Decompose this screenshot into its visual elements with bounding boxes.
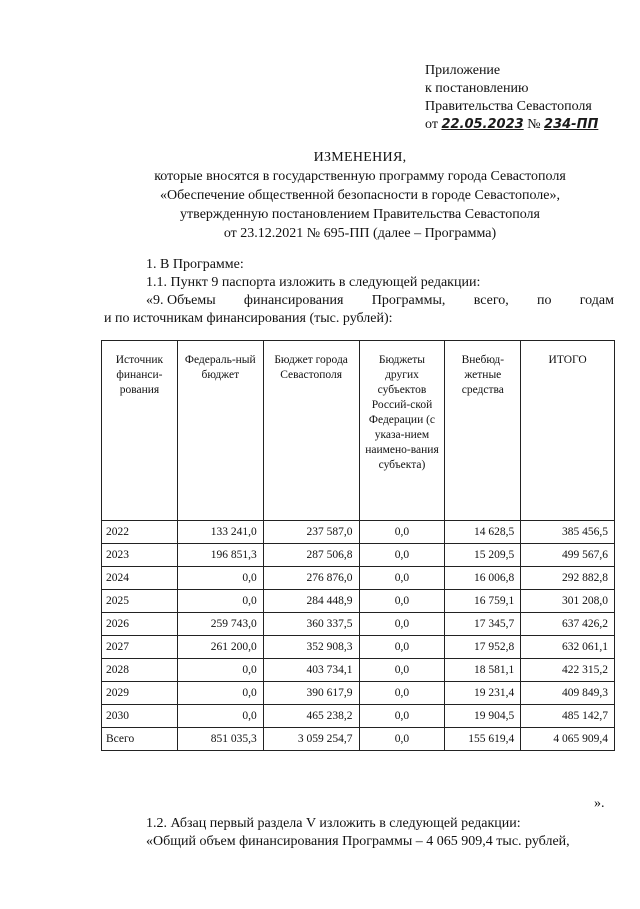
table-row [102, 705, 615, 728]
body-continuation [104, 815, 614, 851]
word: по [537, 293, 552, 308]
word: годам [579, 293, 614, 308]
header-federal: Федераль-ный бюджет [177, 341, 263, 521]
federal-cell: 133 241,0 [177, 521, 263, 544]
total-cell: 422 315,2 [521, 659, 615, 682]
year-cell: 2028 [102, 659, 178, 682]
other-cell: 0,0 [359, 659, 445, 682]
federal-cell: 0,0 [177, 590, 263, 613]
extrabudget-cell: 16 006,8 [445, 567, 521, 590]
word: «9. Объемы [146, 293, 216, 308]
federal-cell: 0,0 [177, 659, 263, 682]
total-cell: 409 849,3 [521, 682, 615, 705]
handwritten-number: 234-ПП [544, 117, 599, 132]
city-cell: 276 876,0 [263, 567, 359, 590]
table-row [102, 544, 615, 567]
extrabudget-cell: 16 759,1 [445, 590, 521, 613]
extrabudget-cell: 14 628,5 [445, 521, 521, 544]
title-heading: ИЗМЕНЕНИЯ, [313, 150, 407, 165]
header-other-subjects: Бюджеты других субъектов Россий-ской Федерации (с указа-нием наимено-вания субъекта) [359, 341, 445, 521]
title-line: утвержденную постановлением Правительства Севастополя [180, 207, 540, 222]
word: финансирования [243, 293, 344, 308]
total-cell: 301 208,0 [521, 590, 615, 613]
extrabudget-cell: 17 952,8 [445, 636, 521, 659]
number-prefix: № [527, 117, 541, 132]
year-cell: 2030 [102, 705, 178, 728]
federal-cell: 0,0 [177, 705, 263, 728]
total-cell: 4 065 909,4 [521, 728, 615, 751]
handwritten-date: 22.05.2023 [441, 117, 524, 132]
table-row [102, 613, 615, 636]
extrabudget-cell: 18 581,1 [445, 659, 521, 682]
table-total-row [102, 728, 615, 751]
federal-cell: 0,0 [177, 567, 263, 590]
body-intro [104, 256, 614, 328]
title-line: которые вносятся в государственную программу города Севастополя [154, 169, 566, 184]
total-label-cell: Всего [102, 728, 178, 751]
other-cell: 0,0 [359, 544, 445, 567]
other-cell: 0,0 [359, 705, 445, 728]
year-cell: 2027 [102, 636, 178, 659]
paragraph: 1. В Программе: [146, 257, 244, 272]
title-line: «Обеспечение общественной безопасности в городе Севастополе», [160, 188, 560, 203]
federal-cell: 0,0 [177, 682, 263, 705]
total-cell: 485 142,7 [521, 705, 615, 728]
federal-cell: 851 035,3 [177, 728, 263, 751]
other-cell: 0,0 [359, 728, 445, 751]
city-cell: 284 448,9 [263, 590, 359, 613]
city-cell: 360 337,5 [263, 613, 359, 636]
federal-cell: 196 851,3 [177, 544, 263, 567]
header-total: ИТОГО [521, 341, 615, 521]
total-cell: 637 426,2 [521, 613, 615, 636]
city-cell: 3 059 254,7 [263, 728, 359, 751]
table-row [102, 636, 615, 659]
paragraph: 1.1. Пункт 9 паспорта изложить в следующей редакции: [146, 275, 481, 290]
extrabudget-cell: 15 209,5 [445, 544, 521, 567]
city-cell: 465 238,2 [263, 705, 359, 728]
appendix-line: Приложение [425, 63, 501, 78]
other-cell: 0,0 [359, 521, 445, 544]
year-cell: 2029 [102, 682, 178, 705]
paragraph-justified [104, 292, 614, 310]
extrabudget-cell: 155 619,4 [445, 728, 521, 751]
year-cell: 2023 [102, 544, 178, 567]
year-cell: 2026 [102, 613, 178, 636]
other-cell: 0,0 [359, 567, 445, 590]
header-source: Источник финанси-рования [102, 341, 178, 521]
table-row [102, 521, 615, 544]
extrabudget-cell: 19 904,5 [445, 705, 521, 728]
closing-quote: ». [594, 796, 605, 811]
header-city: Бюджет города Севастополя [263, 341, 359, 521]
other-cell: 0,0 [359, 613, 445, 636]
federal-cell: 261 200,0 [177, 636, 263, 659]
paragraph: 1.2. Абзац первый раздела V изложить в следующей редакции: [146, 816, 521, 831]
table-header-row [102, 341, 615, 521]
other-cell: 0,0 [359, 590, 445, 613]
appendix-line: к постановлению [425, 81, 529, 96]
total-cell: 499 567,6 [521, 544, 615, 567]
table-row [102, 659, 615, 682]
appendix-line: Правительства Севастополя [425, 99, 592, 114]
year-cell: 2024 [102, 567, 178, 590]
date-prefix: от [425, 117, 438, 132]
total-cell: 632 061,1 [521, 636, 615, 659]
appendix-date-line [425, 116, 598, 134]
paragraph: и по источникам финансирования (тыс. рублей): [104, 311, 393, 326]
city-cell: 237 587,0 [263, 521, 359, 544]
total-cell: 292 882,8 [521, 567, 615, 590]
extrabudget-cell: 19 231,4 [445, 682, 521, 705]
federal-cell: 259 743,0 [177, 613, 263, 636]
city-cell: 403 734,1 [263, 659, 359, 682]
paragraph: «Общий объем финансирования Программы – 4 065 909,4 тыс. рублей, [146, 834, 570, 849]
other-cell: 0,0 [359, 682, 445, 705]
header-extrabudget: Внебюд-жетные средства [445, 341, 521, 521]
city-cell: 287 506,8 [263, 544, 359, 567]
appendix-block [425, 62, 598, 134]
title-line: от 23.12.2021 № 695-ПП (далее – Программа) [223, 226, 497, 241]
extrabudget-cell: 17 345,7 [445, 613, 521, 636]
total-cell: 385 456,5 [521, 521, 615, 544]
city-cell: 352 908,3 [263, 636, 359, 659]
city-cell: 390 617,9 [263, 682, 359, 705]
financing-table [101, 340, 615, 751]
table-row [102, 682, 615, 705]
other-cell: 0,0 [359, 636, 445, 659]
document-title [100, 148, 620, 243]
word: всего, [473, 293, 509, 308]
year-cell: 2022 [102, 521, 178, 544]
word: Программы, [371, 293, 446, 308]
table-row [102, 567, 615, 590]
table-row [102, 590, 615, 613]
year-cell: 2025 [102, 590, 178, 613]
